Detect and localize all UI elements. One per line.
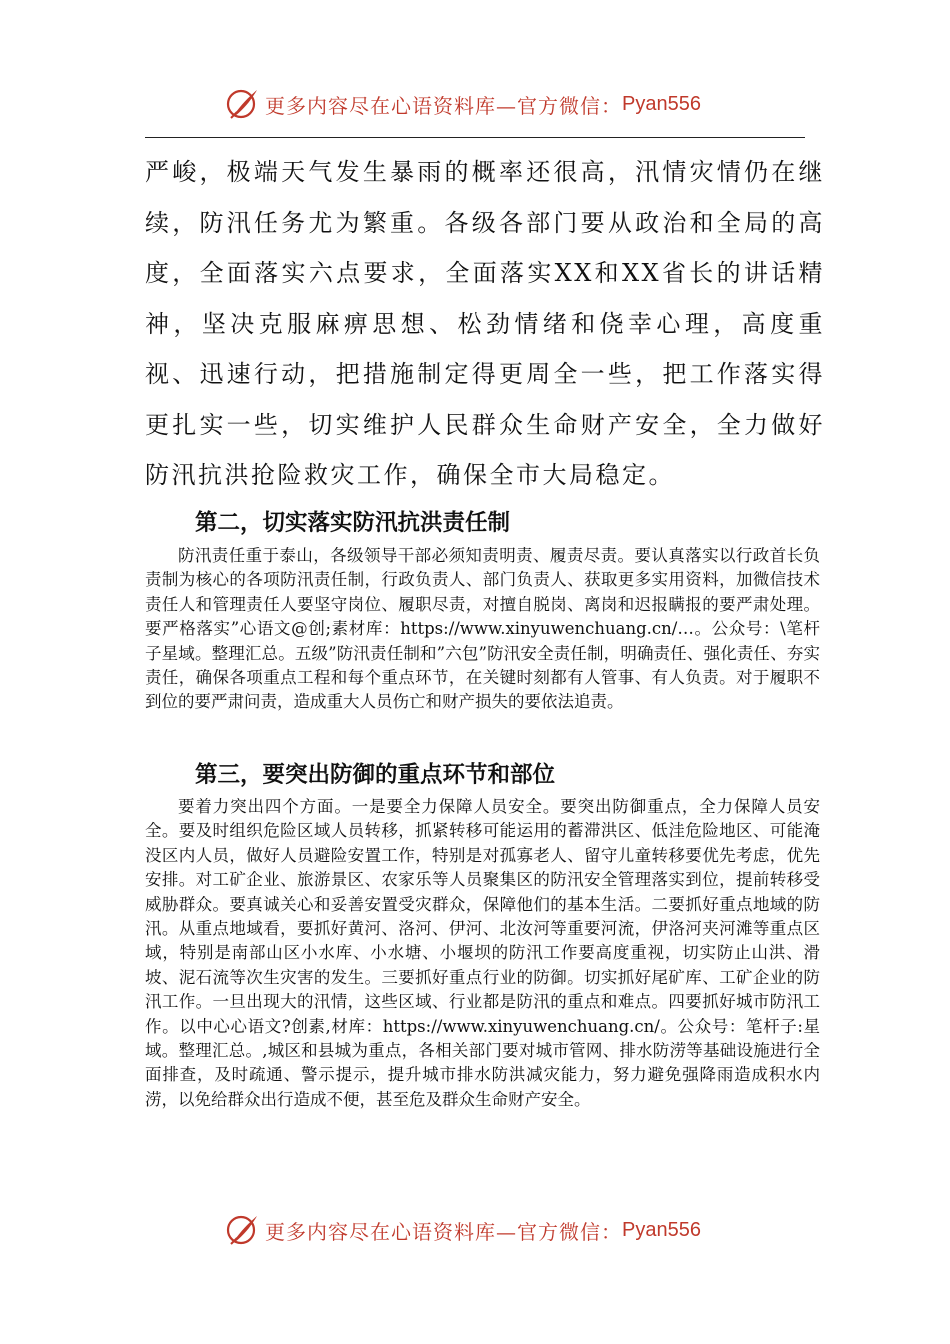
intro-paragraph: 严峻，极端天气发生暴雨的概率还很高，汛情灾情仍在继续，防汛任务尤为繁重。各级各部门要从政治和全局的高度，全面落实六点要求，全面落实XX和XX省长的讲话精神，坚决克服麻痹思想、松劲情绪和侥幸心理，高度重视、迅速行动，把措施制定得更周全一些，把工作落实得更扎实一些，切实维护人民群众生命财产安全，全力做好防汛抗洪抢险救灾工作，确保全市大局稳定。 — [145, 158, 825, 489]
footer-banner — [225, 1210, 745, 1250]
section-3-paragraph: 要着力突出四个方面。一是要全力保障人员安全。要突出防御重点，全力保障人员安全。要及时组织危险区域人员转移，抓紧转移可能运用的蓄滞洪区、低洼危险地区、可能淹没区内人员，做好人员避险安置工作，特别是对孤寡老人、留守儿童转移要优先考虑，优先安排。对工矿企业、旅游景区、农家乐等人员聚集区的防汛安全管理落实到位，提前转移受威胁群众。要真诚关心和妥善安置受灾群众，保障他们的基本生活。二要抓好重点地域的防汛。从重点地域看，要抓好黄河、洛河、伊河、北汝河等重要河流，伊洛河夹河滩等重点区域，特别是南部山区小水库、小水塘、小堰坝的防汛工作要高度重视，切实防止山洪、滑坡、泥石流等次生灾害的发生。三要抓好重点行业的防御。切实抓好尾矿库、工矿企业的防汛工作。一旦出现大的汛情，这些区域、行业都是防汛的重点和难点。四要抓好城市防汛工作。以中心心语文?创素,材库：https://www.xinyuwenchuang.cn/。公众号：笔杆子:星域。整理汇总。,城区和县城为重点，各相关部门要对城市管网、排水防涝等基础设施进行全面排查，及时疏通、警示提示，提升城市排水防洪减灾能力，努力避免强降雨造成积水内涝，以免给群众出行造成不便，甚至危及群众生命财产安全。 — [145, 797, 820, 1109]
header-banner — [225, 84, 745, 124]
banner-text: 更多内容尽在心语资料库—官方微信： — [265, 93, 622, 118]
footer-banner-text: 更多内容尽在心语资料库—官方微信： — [265, 1219, 622, 1244]
quill-pen-logo-icon — [225, 1212, 261, 1248]
wechat-handle: Pyan556 — [622, 92, 701, 115]
section-2-paragraph: 防汛责任重于泰山，各级领导干部必须知责明责、履责尽责。要认真落实以行政首长负责制为核心的各项防汛责任制，行政负责人、部门负责人、获取更多实用资料，加微信技术责任人和管理责任人要坚守岗位、履职尽责，对擅自脱岗、离岗和迟报瞒报的要严肃处理。要严格落实”心语文@创;素材库：https://www.xinyuwenchuang.cn/…。公众号：\笔杆子星域。整理汇总。五级”防汛责任制和”六包”防汛安全责任制，明确责任、强化责任、夯实责任，确保各项重点工程和每个重点环节，在关键时刻都有人管事、有人负责。对于履职不到位的要严肃问责，造成重大人员伤亡和财产损失的要依法追责。 — [145, 546, 820, 712]
section-3-heading: 第三，要突出防御的重点环节和部位 — [195, 762, 556, 788]
section-2-heading: 第二，切实落实防汛抗洪责任制 — [195, 510, 511, 536]
header-divider — [145, 137, 805, 138]
footer-wechat-handle: Pyan556 — [622, 1218, 701, 1241]
quill-pen-logo-icon — [225, 86, 261, 122]
